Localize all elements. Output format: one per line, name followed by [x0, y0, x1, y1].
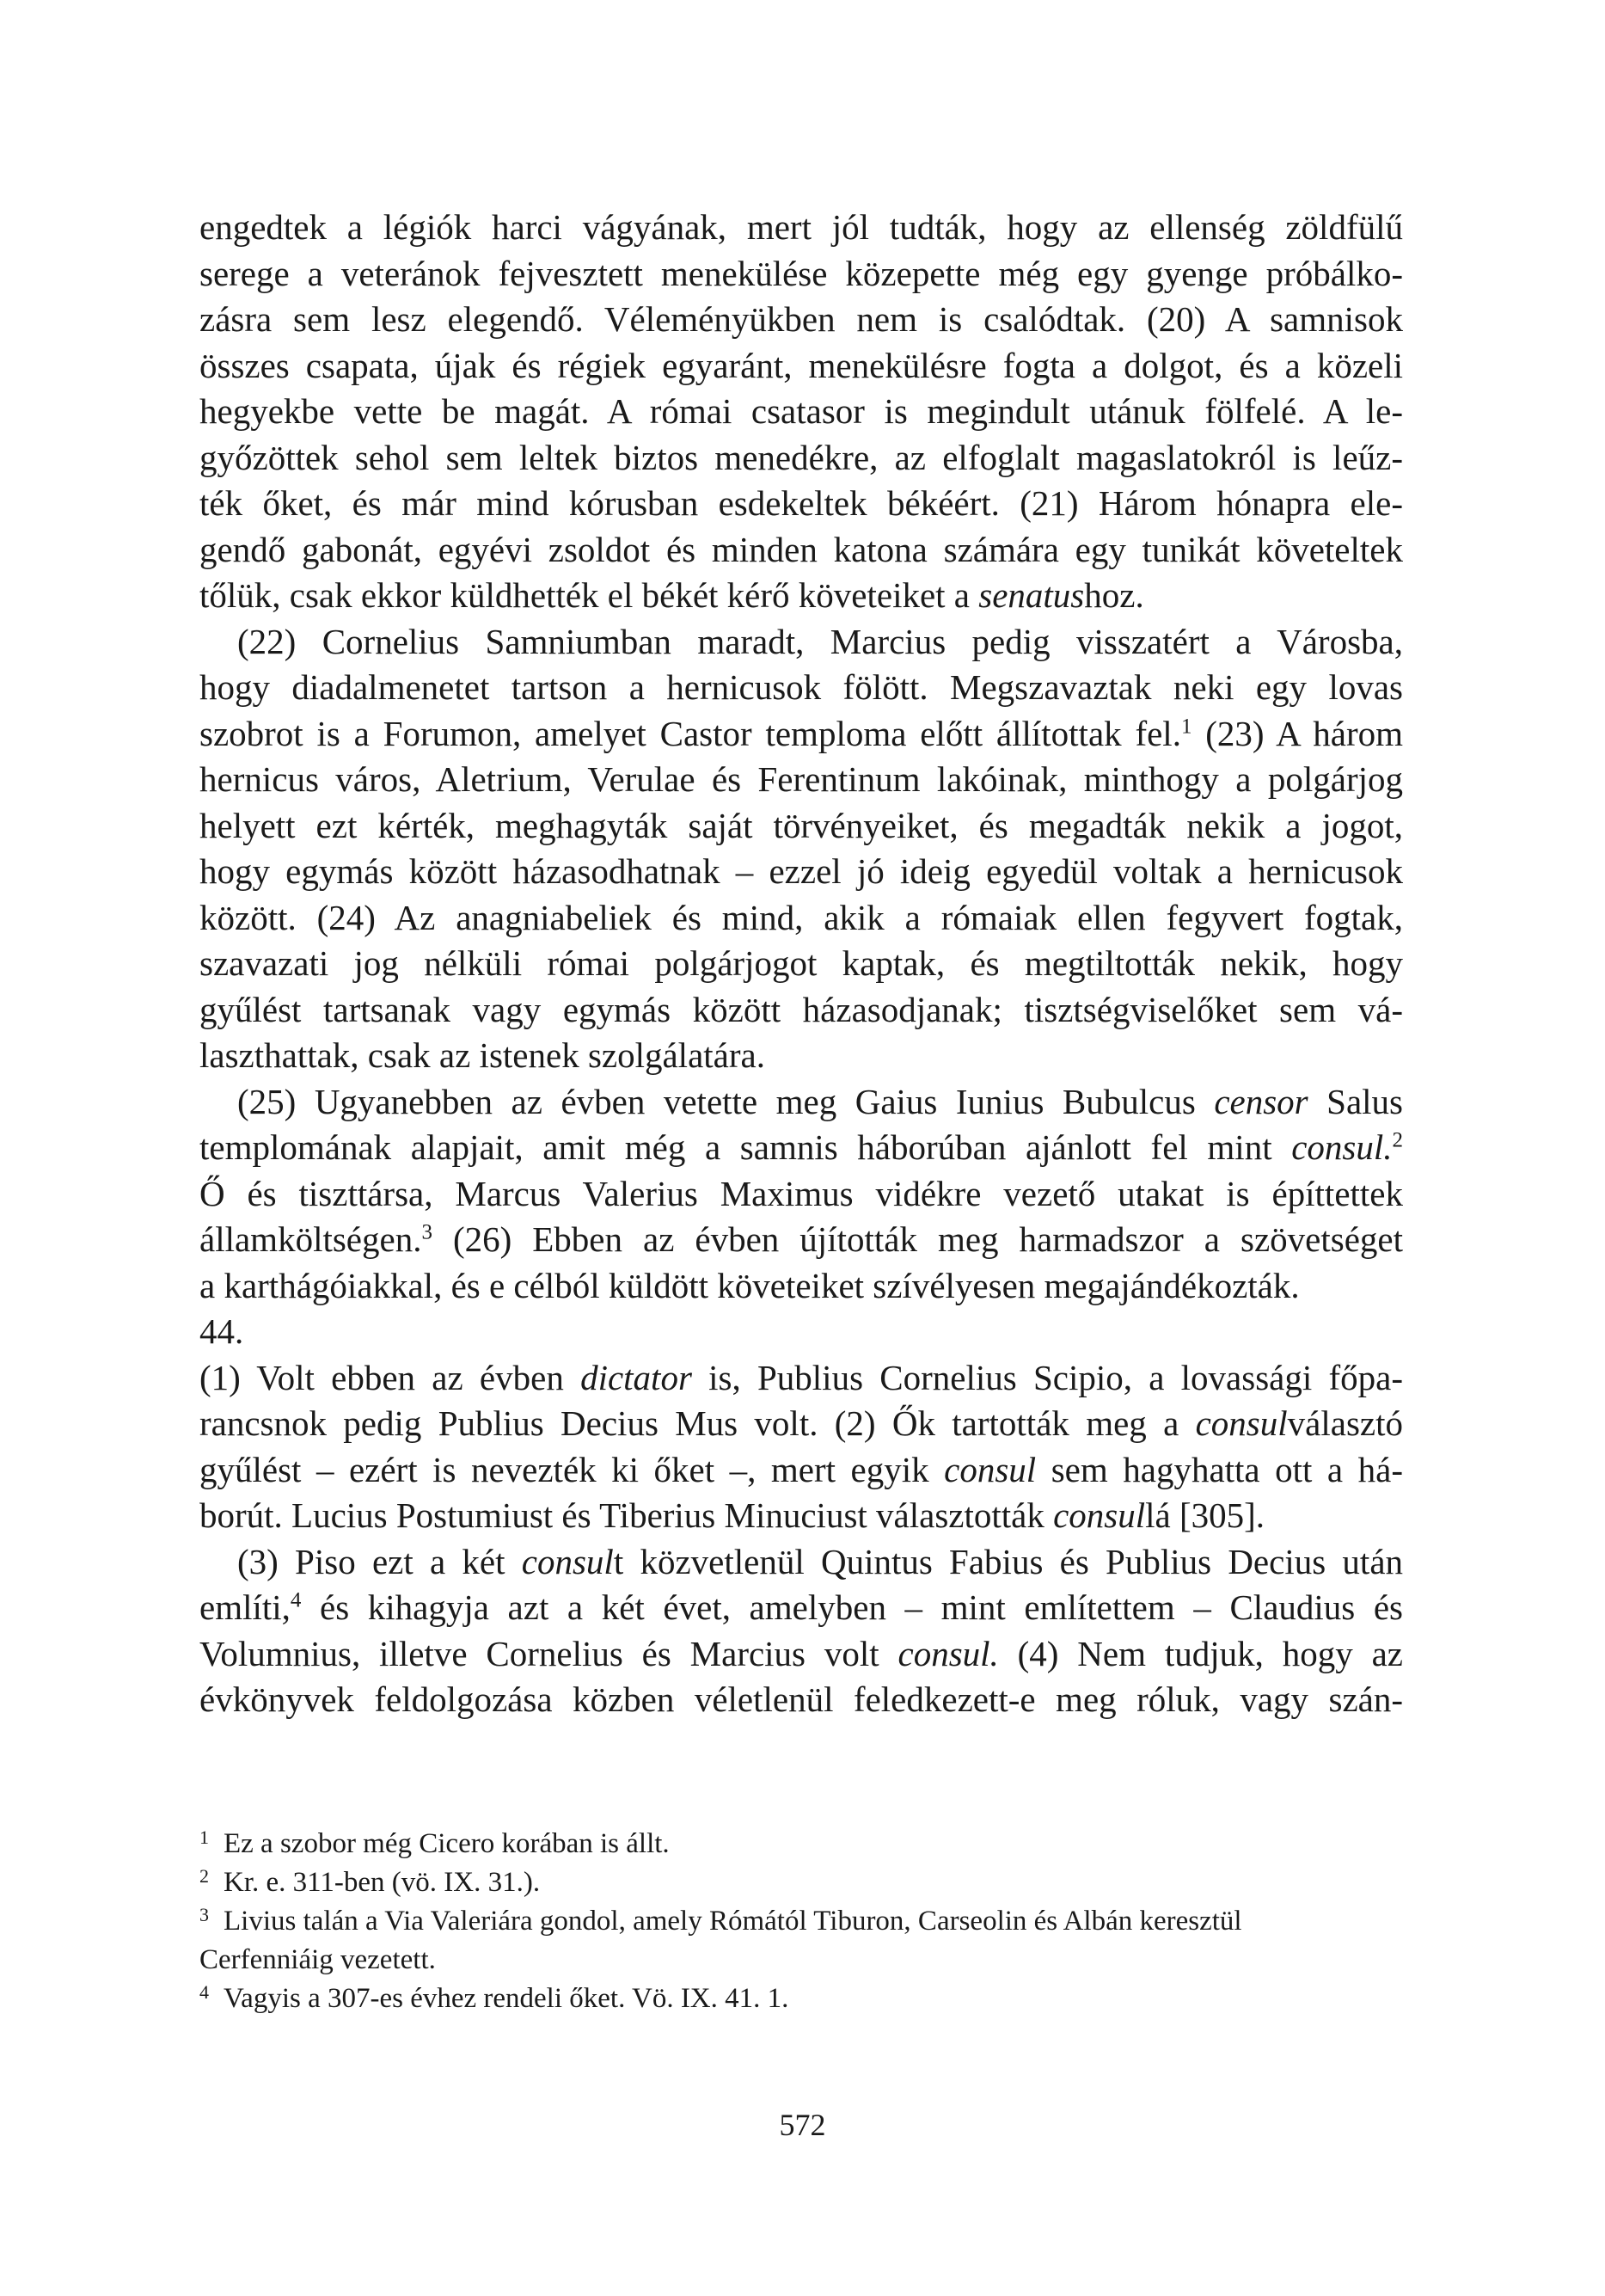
italic-term: senatus [978, 575, 1085, 615]
italic-term: consul [944, 1449, 1037, 1489]
text-span: is, Publius Cornelius Scipio, a lovassági főpa- [691, 1357, 1403, 1397]
text-line [199, 711, 1403, 758]
text-span: sem hagyhatta ott a há- [1036, 1449, 1403, 1489]
text-span: szobrot is a Forumon, amelyet Castor temploma előtt állítottak fel. [199, 713, 1181, 753]
footnote-text: Vagyis a 307-es évhez rendeli őket. Vö. IX. 41. 1. [224, 1983, 789, 2014]
italic-term: consul [1053, 1495, 1146, 1535]
text-line [199, 573, 1403, 619]
text-line [199, 1585, 1403, 1631]
text-line: serege a veteránok fejvesztett menekülése közepette még egy gyenge próbálko- [199, 253, 1403, 293]
text-line: hegyekbe vette be magát. A római csatasor is megindult utánuk fölfelé. A le- [199, 391, 1403, 431]
italic-term: consul. [897, 1633, 999, 1673]
italic-term: consul [1195, 1403, 1288, 1443]
text-line: zásra sem lesz elegendő. Véleményükben nem is csalódtak. (20) A samnisok [199, 299, 1403, 339]
text-span: Salus [1308, 1081, 1403, 1121]
text-line: hogy egymás között házasodhatnak – ezzel jó ideig egyedül voltak a hernicusok [199, 851, 1403, 891]
text-line: helyett ezt kérték, meghagyták saját törvényeiket, és megadták nekik a jogot, [199, 805, 1403, 845]
text-line: hernicus város, Aletrium, Verulae és Ferentinum lakóinak, minthogy a polgárjog [199, 759, 1403, 799]
text-span: és kihagyja azt a két évet, amelyben – mint említettem – Claudius és [301, 1587, 1403, 1627]
text-span: gyűlést – ezért is nevezték ki őket –, mert egyik [199, 1449, 945, 1489]
text-span: (4) Nem tudjuk, hogy az [998, 1633, 1403, 1673]
text-line: összes csapata, újak és régiek egyaránt, menekülésre fogta a dolgot, és a közeli [199, 345, 1403, 385]
text-span: rancsnok pedig Publius Decius Mus volt. (2) Ők tartották meg a [199, 1403, 1196, 1443]
text-line: a karthágóiakkal, és e célból küldött követeiket szívélyesen megajándékozták. [199, 1265, 1300, 1305]
section-number: 44. [199, 1311, 244, 1351]
footnote-number: 1 [199, 1826, 209, 1848]
footnote-ref[interactable]: 4 [290, 1588, 302, 1612]
text-line: gyűlést tartsanak vagy egymás között házasodjanak; tisztségviselőket sem vá- [199, 989, 1403, 1029]
text-line [199, 1355, 1403, 1402]
text-span: (23) A három [1191, 713, 1403, 753]
text-span: (25) Ugyanebben az évben vetette meg Gaius Iunius Bubulcus [237, 1081, 1215, 1121]
text-span: (1) Volt ebben az évben [199, 1357, 581, 1397]
text-span: választó [1287, 1403, 1403, 1443]
text-line: évkönyvek feldolgozása közben véletlenül feledkezett-e meg róluk, vagy szán- [199, 1679, 1403, 1719]
text-span: templomának alapjait, amit még a samnis háborúban ajánlott fel mint [199, 1127, 1292, 1167]
page-number: 572 [779, 2108, 826, 2142]
italic-term: consul [521, 1541, 614, 1581]
footnote-text: Ez a szobor még Cicero korában is állt. [224, 1828, 670, 1859]
text-line: hogy diadalmenetet tartson a hernicusok fölött. Megszavaztak neki egy lovas [199, 667, 1403, 707]
text-span: borút. Lucius Postumiust és Tiberius Minuciust választották [199, 1495, 1054, 1535]
footnote-number: 2 [199, 1865, 209, 1887]
footnote-ref[interactable]: 2 [1392, 1128, 1403, 1152]
text-line [199, 1447, 1403, 1494]
footnote [199, 1825, 1403, 1863]
footnote-ref[interactable]: 3 [421, 1220, 432, 1244]
footnote-number: 4 [199, 1981, 209, 2003]
text-line: Ő és tiszttársa, Marcus Valerius Maximus vidékre vezető utakat is építtettek [199, 1173, 1403, 1213]
text-line: szavazati jog nélküli római polgárjogot kaptak, és megtiltották nekik, hogy [199, 943, 1403, 983]
text-span: említi, [199, 1587, 291, 1627]
italic-term: dictator [580, 1357, 692, 1397]
text-line [199, 1217, 1403, 1263]
text-line: győzöttek sehol sem leltek biztos menedékre, az elfoglalt magaslatokról is leűz- [199, 437, 1403, 477]
text-span: t közvetlenül Quintus Fabius és Publius Decius után [613, 1541, 1404, 1581]
text-line [199, 1631, 1403, 1678]
text-line: (22) Cornelius Samniumban maradt, Marcius pedig visszatért a Városba, [237, 621, 1403, 661]
text-line [199, 1539, 1403, 1586]
main-text [199, 205, 1403, 1723]
text-line: között. (24) Az anagniabeliek és mind, akik a rómaiak ellen fegyvert fogtak, [199, 897, 1403, 937]
footnote [199, 1863, 1403, 1902]
text-span: tőlük, csak ekkor küldhették el békét kérő követeiket a [199, 575, 979, 615]
text-line: ték őket, és már mind kórusban esdekeltek békéért. (21) Három hónapra ele- [199, 483, 1403, 523]
text-line: gendő gabonát, egyévi zsoldot és minden katona számára egy tunikát követeltek [199, 529, 1403, 569]
text-span: államköltségen. [199, 1219, 422, 1259]
footnote [199, 1902, 1403, 1941]
text-span: (3) Piso ezt a két [237, 1541, 522, 1581]
text-span: lá [305]. [1145, 1495, 1265, 1535]
text-line [199, 1125, 1403, 1171]
text-line: engedtek a légiók harci vágyának, mert jól tudták, hogy az ellenség zöldfülű [199, 207, 1403, 247]
text-span: (26) Ebben az évben újították meg harmadszor a szövetséget [432, 1219, 1403, 1259]
footnote-text: Kr. e. 311-ben (vö. IX. 31.). [224, 1867, 541, 1898]
text-span: Volumnius, illetve Cornelius és Marcius volt [199, 1633, 898, 1673]
text-span: hoz. [1084, 575, 1144, 615]
italic-term: censor [1214, 1081, 1308, 1121]
footnote-text: Livius talán a Via Valeriára gondol, amely Rómától Tiburon, Carseolin és Albán keresztül [224, 1906, 1242, 1937]
text-line: laszthattak, csak az istenek szolgálatára. [199, 1035, 765, 1075]
text-line [199, 1493, 1403, 1539]
text-line [199, 1079, 1403, 1126]
text-line [199, 1401, 1403, 1447]
footnote [199, 1980, 1403, 2018]
footnote-number: 3 [199, 1904, 209, 1925]
italic-term: consul. [1291, 1127, 1393, 1167]
footnote-ref[interactable]: 1 [1180, 714, 1192, 738]
footnotes [199, 1825, 1403, 2018]
footnote-continuation: Cerfenniáig vezetett. [199, 1944, 436, 1975]
